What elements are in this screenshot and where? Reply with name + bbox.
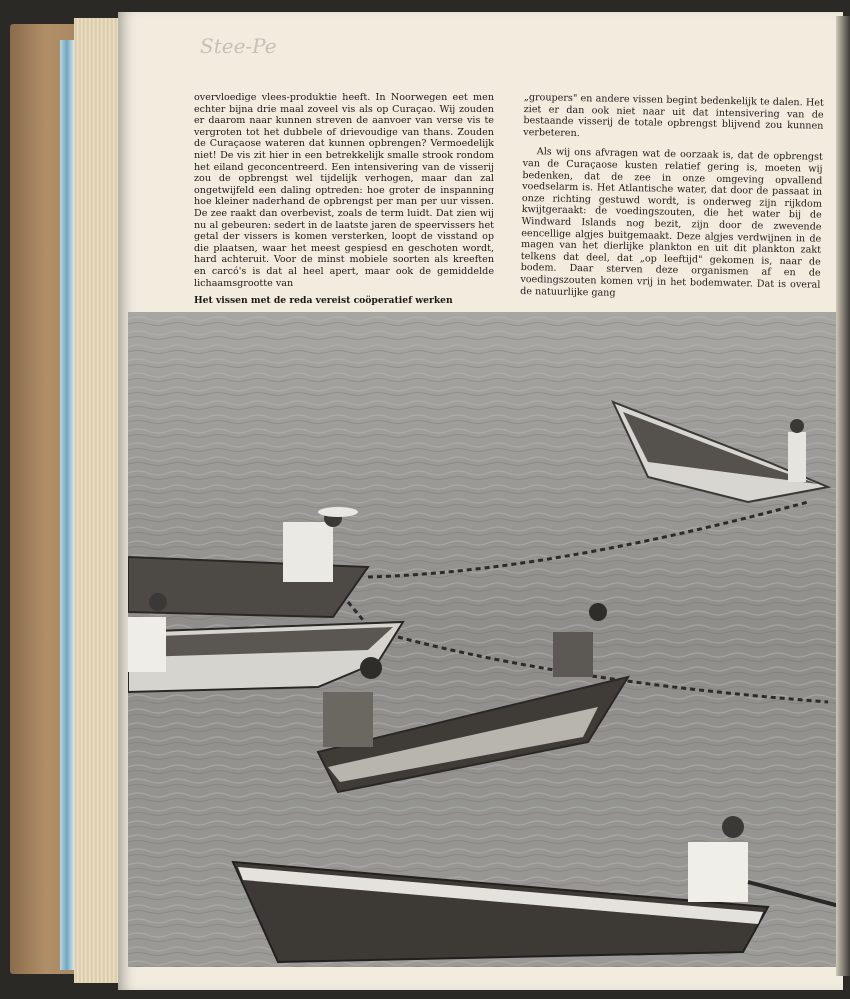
- text-column-left: [194, 92, 494, 297]
- paragraph: „groupers" en andere vissen begint bedenkelijk te dalen. Het ziet er dan ook niet naar uit dat intensivering van de bestaande visserij de totale opbrengst blijvend zou kunnen verbeteren.: [523, 92, 824, 139]
- paragraph: Als wij ons afvragen wat de oorzaak is, dat de opbrengst van de Curaçaose kusten relatief gering is, moeten wij bedenken, dat de zee in onze omgeving opvallend voedselarm is. Het Atlantische water, dat door de passaat in onze richting gestuwd wordt, is onderweg zijn rijkdom kwijtgeraakt: de voedingszouten, die het water bij de Windward Islands nog bezit, zijn door de zwevende eencellige algjes buitgemaakt. Deze algjes verdwijnen in de magen van het dierlijke plankton en uit dit plankton zakt telkens dat deel, dat „op leeftijd" gekomen is, naar de bodem. Daar sterven deze organismen af en de voedingszouten komen vrij in het bodemwater. Dat is overal de natuurlijke gang: [520, 146, 823, 299]
- book-spine-tab: [60, 40, 74, 970]
- paragraph: overvloedige vlees-produktie heeft. In Noorwegen eet men echter bijna drie maal zoveel vis als op Curaçao. Wij zouden er daarom naar kunnen streven de aanvoer van verse vis te vergroten tot het dubbele of drievoudige van thans. Zouden de Curaçaose wateren dat kunnen opbrengen? Vermoedelijk niet! De vis zit hier in een betrekkelijk smalle strook rondom het eiland geconcentreerd. Een intensivering van de visserij zou de opbrengst wel tijdelijk verhogen, maar dan zal ongetwijfeld een daling optreden: hoe groter de inspanning hoe kleiner naderhand de opbrengst per man per uur vissen. De zee raakt dan overbevist, zoals de term luidt. Dat zien wij nu al gebeuren: sedert in de laatste jaren de speervissers het getal der vissers is komen versterken, loopt de visstand op die plaatsen, waar het meest gespiesd en geschoten wordt, hard achteruit. Voor de minst mobiele soorten als kreeften en carcó's is dat al heel apert, maar ook de gemiddelde lichaamsgrootte van: [194, 92, 494, 289]
- pencil-note: Stee-Pe: [200, 34, 277, 58]
- photo-caption: Het vissen met de reda vereist coöperatief werken: [194, 295, 453, 306]
- fishing-photo: [128, 312, 843, 967]
- page-shadow-edge: [836, 16, 850, 976]
- text-column-right: [520, 92, 824, 311]
- page-edges: [74, 18, 124, 983]
- book-page: [118, 12, 843, 990]
- fishing-photo-illustration: [128, 312, 843, 967]
